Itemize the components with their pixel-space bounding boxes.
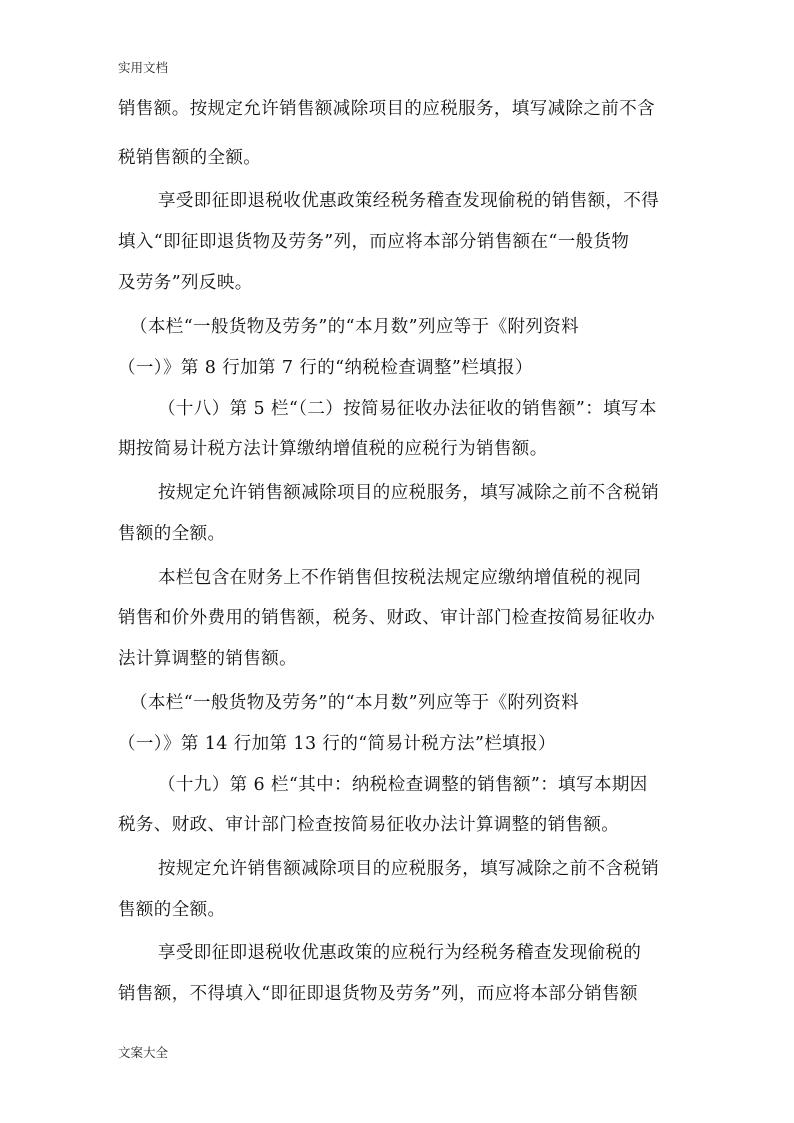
body-line: （本栏“一般货物及劳务”的“本月数”列应等于《附列资料	[130, 317, 580, 337]
body-line: （一）》第 8 行加第 7 行的“纳税检查调整”栏填报）	[118, 358, 533, 378]
body-line: （十八）第 5 栏“（二）按简易征收办法征收的销售额”：填写本	[158, 399, 657, 419]
body-line: 本栏包含在财务上不作销售但按税法规定应缴纳增值税的视同	[158, 568, 642, 588]
body-line: 及劳务”列反映。	[118, 273, 253, 293]
body-line: 税务、财政、审计部门检查按简易征收办法计算调整的销售额。	[118, 815, 620, 835]
body-line: 享受即征即退税收优惠政策经税务稽查发现偷税的销售额，不得	[158, 191, 660, 211]
body-line: 销售和价外费用的销售额，税务、财政、审计部门检查按简易征收办	[118, 608, 655, 628]
body-line: 税销售额的全额。	[118, 148, 262, 168]
body-line: 销售额。按规定允许销售额减除项目的应税服务，填写减除之前不含	[118, 99, 655, 119]
page-header: 实用文档	[118, 60, 169, 75]
body-line: 享受即征即退税收优惠政策的应税行为经税务稽查发现偷税的	[158, 943, 642, 963]
body-line: 按规定允许销售额减除项目的应税服务，填写减除之前不含税销	[158, 483, 660, 503]
body-line: 按规定允许销售额减除项目的应税服务，填写减除之前不含税销	[158, 859, 660, 879]
body-line: 售额的全额。	[118, 524, 226, 544]
body-line: 法计算调整的销售额。	[118, 649, 297, 669]
page-footer: 文案大全	[118, 1045, 169, 1060]
body-line: 填入“即征即退货物及劳务”列，而应将本部分销售额在“一般货物	[118, 232, 630, 252]
body-line: （一）》第 14 行加第 13 行的“简易计税方法”栏填报）	[118, 734, 556, 754]
body-line: （十九）第 6 栏“其中：纳税检查调整的销售额”：填写本期因	[158, 775, 648, 795]
body-line: 售额的全额。	[118, 900, 226, 920]
body-line: （本栏“一般货物及劳务”的“本月数”列应等于《附列资料	[130, 693, 580, 713]
body-line: 期按简易计税方法计算缴纳增值税的应税行为销售额。	[118, 439, 548, 459]
body-line: 销售额，不得填入“即征即退货物及劳务”列，而应将本部分销售额	[118, 984, 638, 1004]
